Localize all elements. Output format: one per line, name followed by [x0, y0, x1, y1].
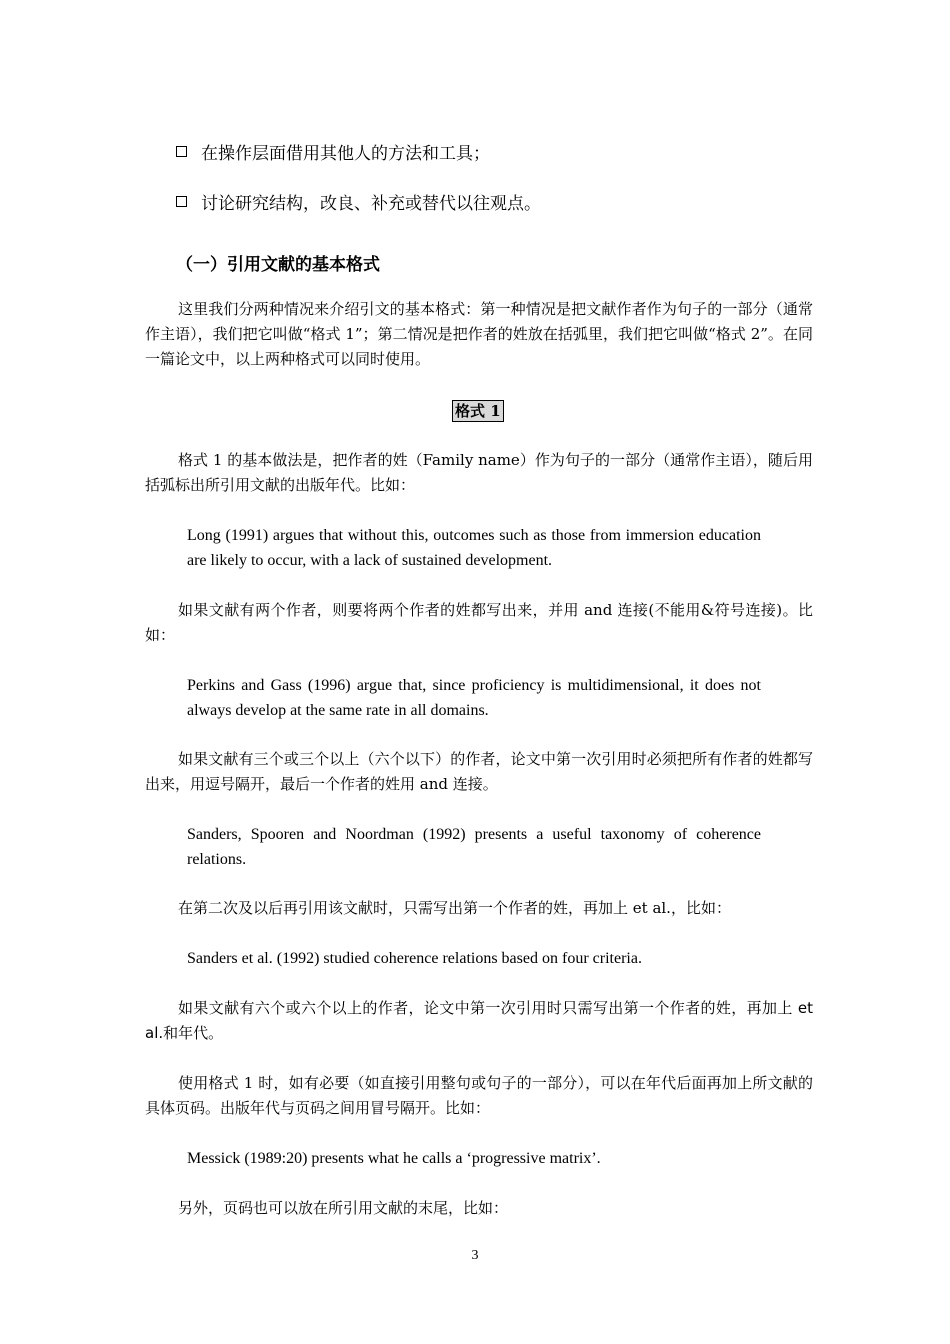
checkbox-bullet-icon [176, 146, 187, 157]
paragraph-page-numbers: 使用格式 1 时，如有必要（如直接引用整句或句子的一部分），可以在年代后面再加上所文献的具体页码。出版年代与页码之间用冒号隔开。比如： [145, 1074, 813, 1117]
bullet-item [176, 139, 490, 164]
section-heading: （一）引用文献的基本格式 [176, 255, 380, 275]
bullet-text: 讨论研究结构，改良、补充或替代以往观点。 [201, 194, 541, 214]
paragraph-format1: 格式 1 的基本做法是，把作者的姓（Family name）作为句子的一部分（通常作主语），随后用括弧标出所引用文献的出版年代。比如： [145, 451, 813, 494]
bullet-text: 在操作层面借用其他人的方法和工具； [201, 144, 490, 164]
checkbox-bullet-icon [176, 196, 187, 207]
format1-label: 格式 1 [452, 400, 504, 422]
paragraph-text: 如果文献有六个或六个以上的作者，论文中第一次引用时只需写出第一个作者的姓，再加上 [178, 999, 798, 1017]
intro-paragraph: 这里我们分两种情况来介绍引文的基本格式：第一种情况是把文献作者作为句子的一部分（通常作主语），我们把它叫做“格式 1”；第二情况是把作者的姓放在括弧里，我们把它叫做“格式 2”。在同一篇论文中，以上两种格式可以同时使用。 [145, 300, 813, 368]
example-quote-5: Messick (1989:20) presents what he calls a ‘progressive matrix’. [187, 1150, 601, 1167]
paragraph-subsequent-citation: 在第二次及以后再引用该文献时，只需写出第一个作者的姓，再加上 et al.，比如： [178, 899, 731, 917]
example-quote-1: Long (1991) argues that without this, outcomes such as those from immersion education are likely to occur, with a lack of sustained development. [187, 527, 761, 569]
bullet-item [176, 189, 541, 214]
paragraph-end-page: 另外，页码也可以放在所引用文献的末尾，比如： [178, 1199, 509, 1217]
page-number: 3 [471, 1248, 479, 1263]
example-quote-4: Sanders et al. (1992) studied coherence relations based on four criteria. [187, 950, 642, 967]
paragraph-six-authors [145, 996, 813, 1046]
example-quote-2: Perkins and Gass (1996) argue that, since proficiency is multidimensional, it does not always develop at the same rate in all domains. [187, 677, 761, 719]
example-quote-3: Sanders, Spooren and Noordman (1992) presents a useful taxonomy of coherence relations. [187, 826, 761, 868]
paragraph-three-authors: 如果文献有三个或三个以上（六个以下）的作者，论文中第一次引用时必须把所有作者的姓都写出来，用逗号隔开，最后一个作者的姓用 and 连接。 [145, 750, 813, 793]
et-al-text: et al. [145, 999, 813, 1042]
paragraph-two-authors: 如果文献有两个作者，则要将两个作者的姓都写出来，并用 and 连接(不能用&符号连接)。比如： [145, 601, 813, 644]
paragraph-text: 和年代。 [163, 1024, 224, 1042]
